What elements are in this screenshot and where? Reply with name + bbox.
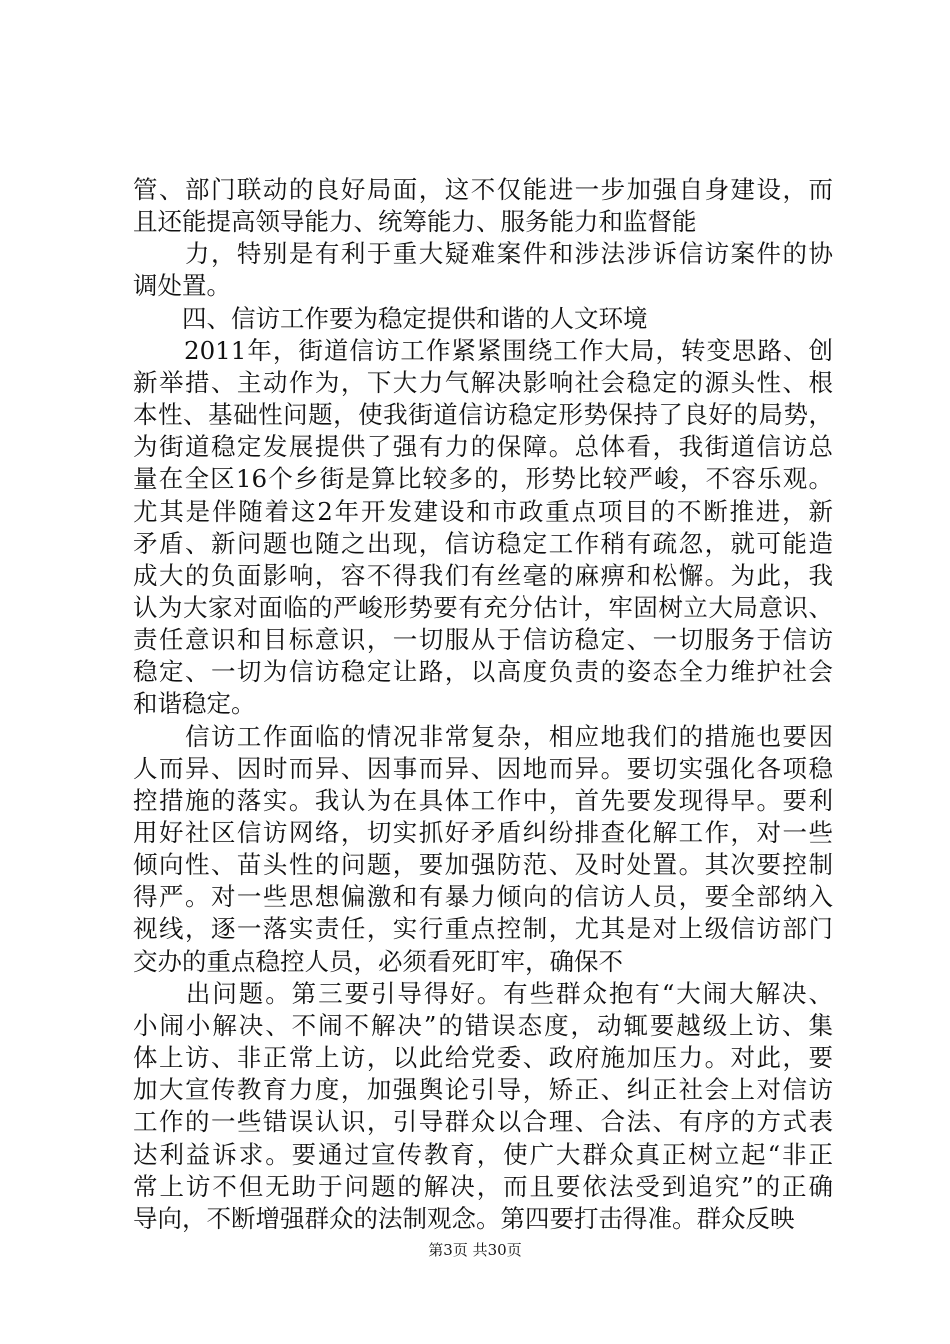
text-line: 责任意识和目标意识，一切服从于信访稳定、一切服务于信访 (133, 625, 833, 654)
text-line: 出问题。第三要引导得好。有些群众抱有“大闹大解决、 (133, 979, 833, 1008)
text-line: 为街道稳定发展提供了强有力的保障。总体看，我街道信访总 (133, 432, 833, 461)
text-line: 交办的重点稳控人员，必须看死盯牢，确保不 (133, 947, 623, 976)
text-line: 调处置。 (133, 271, 231, 300)
text-line: 小闹小解决、不闹不解决”的错误态度，动辄要越级上访、集 (133, 1011, 833, 1040)
text-line: 人而异、因时而异、因事而异、因地而异。要切实强化各项稳 (133, 754, 833, 783)
text-line: 用好社区信访网络，切实抓好矛盾纠纷排查化解工作，对一些 (133, 818, 833, 847)
text-line: 常上访不但无助于问题的解决，而且要依法受到追究”的正确 (133, 1172, 833, 1201)
text-line: 体上访、非正常上访，以此给党委、政府施加压力。对此，要 (133, 1043, 833, 1072)
text-line: 新举措、主动作为，下大力气解决影响社会稳定的源头性、根 (133, 368, 833, 397)
text-line: 四、信访工作要为稳定提供和谐的人文环境 (133, 304, 648, 333)
text-line: 达利益诉求。要通过宣传教育，使广大群众真正树立起“非正 (133, 1140, 833, 1169)
text-line: 矛盾、新问题也随之出现，信访稳定工作稍有疏忽，就可能造 (133, 529, 833, 558)
text-line: 本性、基础性问题，使我街道信访稳定形势保持了良好的局势， (133, 400, 833, 429)
text-line: 得严。对一些思想偏激和有暴力倾向的信访人员，要全部纳入 (133, 882, 833, 911)
text-line: 2011年，街道信访工作紧紧围绕工作大局，转变思路、创 (133, 336, 833, 365)
text-line: 视线，逐一落实责任，实行重点控制，尤其是对上级信访部门 (133, 914, 833, 943)
text-line: 且还能提高领导能力、统筹能力、服务能力和监督能 (133, 207, 697, 236)
text-line: 尤其是伴随着这2年开发建设和市政重点项目的不断推进，新 (133, 497, 833, 526)
text-line: 稳定、一切为信访稳定让路，以高度负责的姿态全力维护社会 (133, 657, 833, 686)
text-line: 成大的负面影响，容不得我们有丝毫的麻痹和松懈。为此，我 (133, 561, 833, 590)
text-line: 倾向性、苗头性的问题，要加强防范、及时处置。其次要控制 (133, 850, 833, 879)
text-line: 力，特别是有利于重大疑难案件和涉法涉诉信访案件的协 (133, 239, 833, 268)
text-line: 工作的一些错误认识，引导群众以合理、合法、有序的方式表 (133, 1107, 833, 1136)
text-line: 量在全区16个乡街是算比较多的，形势比较严峻，不容乐观。 (133, 464, 833, 493)
text-line: 控措施的落实。我认为在具体工作中，首先要发现得早。要利 (133, 786, 833, 815)
text-line: 导向，不断增强群众的法制观念。第四要打击得准。群众反映 (133, 1204, 795, 1233)
text-line: 管、部门联动的良好局面，这不仅能进一步加强自身建设，而 (133, 175, 833, 204)
text-line: 加大宣传教育力度，加强舆论引导，矫正、纠正社会上对信访 (133, 1075, 833, 1104)
text-line: 信访工作面临的情况非常复杂，相应地我们的措施也要因 (133, 722, 833, 751)
text-line: 和谐稳定。 (133, 689, 256, 718)
page-footer: 第3页 共30页 (428, 1241, 522, 1259)
text-line: 认为大家对面临的严峻形势要有充分估计，牢固树立大局意识、 (133, 593, 833, 622)
